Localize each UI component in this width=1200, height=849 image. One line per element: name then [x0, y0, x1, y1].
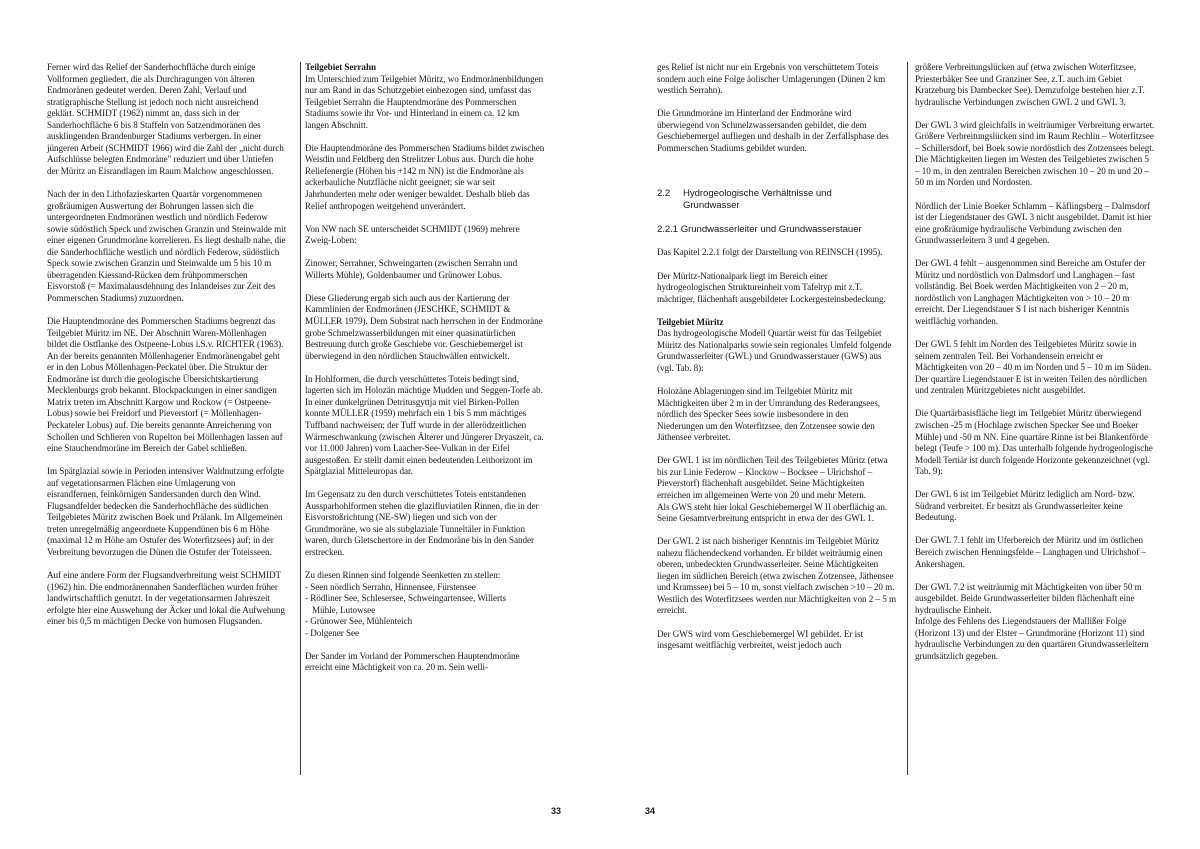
paragraph: ges Relief ist nicht nur ein Ergebnis von verschüttetem Toteis sondern auch eine Folge äolischer Umlagerungen (Dünen 2 km westlich Serrahn).	[657, 62, 886, 96]
list-item: - Grünower See, Mühlenteich	[305, 616, 413, 627]
paragraph: Das Kapitel 2.2.1 folgt der Darstellung von REINSCH (1995).	[657, 247, 883, 258]
paragraph: Der Müritz-Nationalpark liegt im Bereich einer hydrogeologischen Struktureinheit vom Tafeltyp mit z.T. mächtiger, flächenhaft ausgebildeter Lockergesteinsbedeckung.	[657, 270, 886, 304]
paragraph: Die Hauptendmoräne des Pommerschen Stadiums bildet zwischen Weisdin und Feldberg den Strelitzer Lobus aus. Durch die hohe Reliefenergie (Höhen bis +142 m NN) ist die Endmoräne als ackerbauliche Nutzfläche nicht geeignet; sie war seit Jahrhunderten mehr oder weniger bewaldet. Deshalb blieb das Relief anthropogen weitgehend unverändert.	[305, 142, 545, 211]
paragraph: Ferner wird das Relief der Sanderhochfläche durch einige Vollformen gegliedert, die als Durchragungen von älteren Endmoränen gedeutet werden. Deren Zahl, Verlauf und stratigraphische Stellung ist jedoch noch nicht ausreichend geklärt. SCHMIDT (1962) nimmt an, dass sich in der Sanderhochfläche 6 bis 8 Staffeln von Satzendmoränen des ausklingenden Brandenburger Stadiums verbergen. In einer jüngeren Arbeit (SCHMIDT 1966) wird die Zahl der „nicht durch Aufschlüsse belegten Endmoräne" reduziert und über Untiefen der Müritz an Eisrandlagen im Raum Malchow angeschlossen.	[47, 62, 284, 176]
paragraph: Der GWL 7.1 fehlt im Uferbereich der Müritz und im östlichen Bereich zwischen Henningsfelde – Langhagen und Ulrichshof – Ankershagen.	[915, 535, 1146, 569]
list-item: - Seen nördlich Serrahn, Hinnensee, Fürstensee	[305, 581, 476, 592]
paragraph: Holozäne Ablagerungen sind im Teilgebiet Müritz mit Mächtigkeiten über 2 m in der Umrandung des Rederangsees, nördlich des Specker Sees sowie insbesondere in den Niederungen um den Woterfitzsee, den Zotzensee sowie den Jäthensee verbreitet.	[657, 386, 880, 443]
paragraph: größere Verbreitungslücken auf (etwa zwischen Woterfitzsee, Priesterbäker See und Granziner See, z.T. auch im Gebiet Kratzeburg bis Dambecker See). Demzufolge bestehen hier z.T. hydraulische Verbindungen zwischen GWL 2 und GWL 3.	[915, 62, 1145, 107]
right-page-column-2	[915, 62, 1155, 674]
paragraph: Der GWL 4 fehlt – ausgenommen sind Bereiche am Ostufer der Müritz und nordöstlich von Dalmsdorf und Langhagen – fast vollständig. Bei Boek werden Mächtigkeiten von 2 – 20 m, nordöstlich von Langhagen Mächtigkeiten von > 10 – 20 m erreicht. Der Liegendstauer S I ist nach bisheriger Kenntnis weitflächig vorhanden.	[915, 258, 1146, 327]
list-item: - Dolgener See	[305, 627, 360, 638]
paragraph: Die Quartärbasisfläche liegt im Teilgebiet Müritz überwiegend zwischen -25 m (Hochlage zwischen Specker See und Boeker Mühle) und -50 m NN. Eine quartäre Rinne ist bei Blankenförde belegt (Teufe > 100 m). Das unterhalb folgende hydrogeologische Modell Tertiär ist durch folgende Horizonte gekennzeichnet (vgl. Tab. 9):	[915, 408, 1153, 477]
section-number: 2.2	[657, 188, 671, 200]
paragraph: Das hydrogeologische Modell Quartär weist für das Teilgebiet Müritz des Nationalparks sowie sein regionales Umfeld folgende Grundwasserleiter (GWL) und Grundwasserstauer (GWS) aus (vgl. Tab. 8):	[657, 328, 892, 373]
paragraph: Im Unterschied zum Teilgebiet Müritz, wo Endmoränenbildungen nur am Rand in das Schutzgebiet einbezogen sind, umfasst das Teilgebiet Serrahn die Hauptendmoräne des Pommerschen Stadiums sowie ihr Vor- und Hinterland in einem ca. 12 km langen Abschnitt.	[305, 73, 544, 130]
paragraph: Auf eine andere Form der Flugsandverbreitung weist SCHMIDT (1962) hin. Die endmoränennahen Sanderflächen wurden früher landwirtschaftlich genutzt. In der vegetationsarmen Jahreszeit erfolgte hier eine Auswehung der Äcker und lokal die Aufwehung einer bis 0,5 m mächtigen Decke von humosen Flugsanden.	[47, 570, 285, 627]
paragraph: Der GWS wird vom Geschiebemergel WI gebildet. Er ist insgesamt weitflächig verbreitet, weist jedoch auch	[657, 628, 864, 651]
paragraph: Die Grundmoräne im Hinterland der Endmoräne wird überwiegend von Schmelzwassersanden gebildet, die dem Geschiebemergel aufliegen und deshalb in der Zerfallsphase des Pommerschen Stadiums gebildet wurden.	[657, 108, 889, 153]
subsection-heading-2-2-1: 2.2.1 Grundwasserleiter und Grundwasserstauer	[657, 223, 862, 235]
paragraph: Der GWL 2 ist nach bisheriger Kenntnis im Teilgebiet Müritz nahezu flächendeckend vorhanden. Er bildet weiträumig einen oberen, unbedeckten Grundwasserleiter. Seine Mächtigkeiten liegen im südlichen Bereich (etwa zwischen Zotzensee, Jäthensee und Kramssee) bei 5 – 10 m, sonst vielfach zwischen >10 – 20 m. Westlich des Woterfitzsees werden nur Mächtigkeiten von 2 – 5 m erreicht.	[657, 536, 896, 616]
paragraph: Die Hauptendmoräne des Pommerschen Stadiums begrenzt das Teilgebiet Müritz im NE. Der Abschnitt Waren-Möllenhagen bildet die Ostflanke des Ostpeene-Lobus i.S.v. RICHTER (1963). An der bereits genannten Möllenhagener Endmoränengabel geht er in den Lobus Möllenhagen-Peckatel über. Die Struktur der Endmoräne ist durch die geologische Übersichtskartierung Mecklenburgs grob bekannt. Blockpackungen in einer sandigen Matrix treten im Abschnitt Kargow und Rockow (= Ostpeene-Lobus) sowie bei Freidorf und Pieverstorf (= Möllenhagen-Peckateler Lobus) auf. Die bereits genannte Anreicherung von Schollen und Schlieren von Rupelton bei Möllenhagen lassen auf eine Stauchendmoräne im Bereich der Gabel schließen.	[47, 316, 284, 454]
left-page-column-2	[305, 62, 545, 686]
column-divider	[907, 62, 908, 775]
paragraph: Im Gegensatz zu den durch verschüttetes Toteis entstandenen Aussparhohlformen stehen die glazifluviatilen Rinnen, die in der Eisvorstoßrichtung (NE-SW) liegen und sich von der Grundmoräne, wo sie als subglaziale Tunneltäler in Funktion waren, durch Gletschertore in der Endmoräne bis in den Sander erstrecken.	[305, 489, 539, 557]
paragraph: Im Spätglazial sowie in Perioden intensiver Waldnutzung erfolgte auf vegetationsarmen Flächen eine Umlagerung von eisrandfernen, feinkörnigen Sandersanden durch den Wind. Flugsandfelder bedecken die Sanderhochfläche des südlichen Teilgebietes Müritz zwischen Boek und Prälank. Im Allgemeinen treten unregelmäßig angeordnete Kuppendünen bis 6 m Höhe (maximal 12 m Höhe am Ostufer des Woterfitzsees) auf; in der Verbreitung bevorzugen die Dünen die Ostufer der Toteisseen.	[47, 466, 284, 557]
lake-chain-list	[305, 570, 545, 639]
paragraph: Diese Gliederung ergab sich auch aus der Kartierung der Kammlinien der Endmoränen (JESCHKE, SCHMIDT & MÜLLER 1979). Dem Substrat nach herrschen in der Endmoräne grobe Schmelzwasserbildungen mit einer quasinatürlichen Bestreuung durch große Geschiebe vor. Geschiebemergel ist überwiegend in den nördlichen Stauchwällen entwickelt.	[305, 292, 543, 361]
paragraph: In Hohlformen, die durch verschüttetes Toteis bedingt sind, lagerten sich im Holozän mächtige Mudden und Seggen-Torfe ab. In einer dunkelgrünen Detritusgyttja mit viel Birken-Pollen konnte MÜLLER (1959) mehrfach ein 1 bis 5 mm mächtiges Tuffband nachweisen; der Tuff wurde in der allerödzeitlichen Wärmeschwankung (zwischen Älterer und Jüngerer Dryaszeit, ca. vor 11.000 Jahren) vom Laacher-See-Vulkan in der Eifel ausgestoßen. Er stellt damit einen bedeutenden Leithorizont im Spätglazial Mitteleuropas dar.	[305, 373, 544, 477]
paragraph: Der GWL 6 ist im Teilgebiet Müritz lediglich am Nord- bzw. Südrand verbreitet. Er besitzt als Grundwasserleiter keine Bedeutung.	[915, 489, 1135, 523]
paragraph: Nach der in den Lithofazieskarten Quartär vorgenommenen großräumigen Auswertung der Bohrungen lassen sich die untergeordneten Endmoränen westlich und nördlich Federow sowie südöstlich Speck und zwischen Granzin und Steinwalde mit einer eigenen Grundmoräne korrelieren. Es liegt deshalb nahe, die die Sanderhochfläche westlich und nördlich Federow, südöstlich Speck sowie zwischen Granzin und Steinwalde um 5 bis 10 m überragenden Kiessand-Rücken dem frühpommerschen Eisvorstoß (= Maximalausdehnung des Inlandeises zur Zeit des Pommerschen Stadiums) zuzuordnen.	[47, 189, 287, 303]
paragraph: Der Sander im Vorland der Pommerschen Hauptendmoräne erreicht eine Mächtigkeit von ca. 20 m. Sein welli-	[305, 650, 520, 673]
left-page-column-1	[47, 62, 287, 639]
paragraph: Zinower, Serrahner, Schweingarten (zwischen Serrahn und Willerts Mühle), Goldenbaumer und Grünower Lobus.	[305, 258, 518, 280]
page-number-right: 34	[645, 806, 656, 816]
paragraph: Nördlich der Linie Boeker Schlamm – Käflingsberg – Dalmsdorf ist der Liegendstauer des GWL 3 nicht ausgebildet. Damit ist hier eine großräumige hydraulische Verbindung zwischen den Grundwasserleitern 3 und 4 gegeben.	[915, 200, 1152, 246]
list-intro: Zu diesen Rinnen sind folgende Seenketten zu stellen:	[305, 570, 501, 581]
section-heading-serrahn: Teilgebiet Serrahn	[305, 62, 376, 72]
section-heading-mueritz: Teilgebiet Müritz	[657, 316, 724, 327]
section-title: Hydrogeologische Verhältnisse und Grundwasser	[683, 188, 832, 212]
paragraph: Der GWL 5 fehlt im Norden des Teilgebietes Müritz sowie in seinem zentralen Teil. Bei Vorhandensein erreicht er Mächtigkeiten von 20 – 40 m im Norden und 5 – 10 m im Süden. Der quartäre Liegendstauer E ist in weiten Teilen des nördlichen und zentralen Müritzgebietes nicht ausgebildet.	[915, 339, 1152, 396]
column-divider	[300, 62, 301, 775]
section-heading-2-2	[657, 188, 897, 212]
list-item: - Rödliner See, Schlesersee, Schweingartensee, Willerts	[305, 593, 506, 604]
paragraph: Von NW nach SE unterscheidet SCHMIDT (1969) mehrere Zweig-Loben:	[305, 223, 520, 246]
paragraph: Der GWL 3 wird gleichfalls in weiträumiger Verbreitung erwartet. Größere Verbreitungslücken sind im Raum Rechlin – Woterfitzsee – Schillersdorf, bei Boek sowie nordöstlich des Zotzensees belegt. Die Mächtigkeiten liegen im Westen des Teilgebietes zwischen 5 – 10 m, in den zentralen Bereichen zwischen 10 – 20 m und 20 – 50 m im Norden und Nordosten.	[915, 119, 1155, 188]
right-page-column-1	[657, 62, 897, 663]
list-item: Mühle, Lutowsee	[312, 604, 376, 615]
page-number-left: 33	[551, 806, 562, 816]
paragraph: Der GWL 7.2 ist weiträumig mit Mächtigkeiten von über 50 m ausgebildet. Beide Grundwasserleiter bilden flächenhaft eine hydraulische Einheit. Infolge des Fehlens des Liegendstauers der Mallißer Folge (Horizont 13) und der Elster – Grundmoräne (Horizont 11) sind hydraulische Verbindungen zu den quartären Grundwasserleitern grundsätzlich gegeben.	[915, 581, 1149, 661]
paragraph: Der GWL 1 ist im nördlichen Teil des Teilgebietes Müritz (etwa bis zur Linie Federow – Klockow – Bocksee – Ulrichshof – Pieverstorf) flächenhaft ausgebildet. Seine Mächtigkeiten erreichen im allgemeinen Werte von 20 und mehr Metern. Als GWS steht hier lokal Geschiebemergel W II oberflächig an. Seine Gesamtverbreitung entspricht in etwa der des GWL 1.	[657, 455, 888, 524]
